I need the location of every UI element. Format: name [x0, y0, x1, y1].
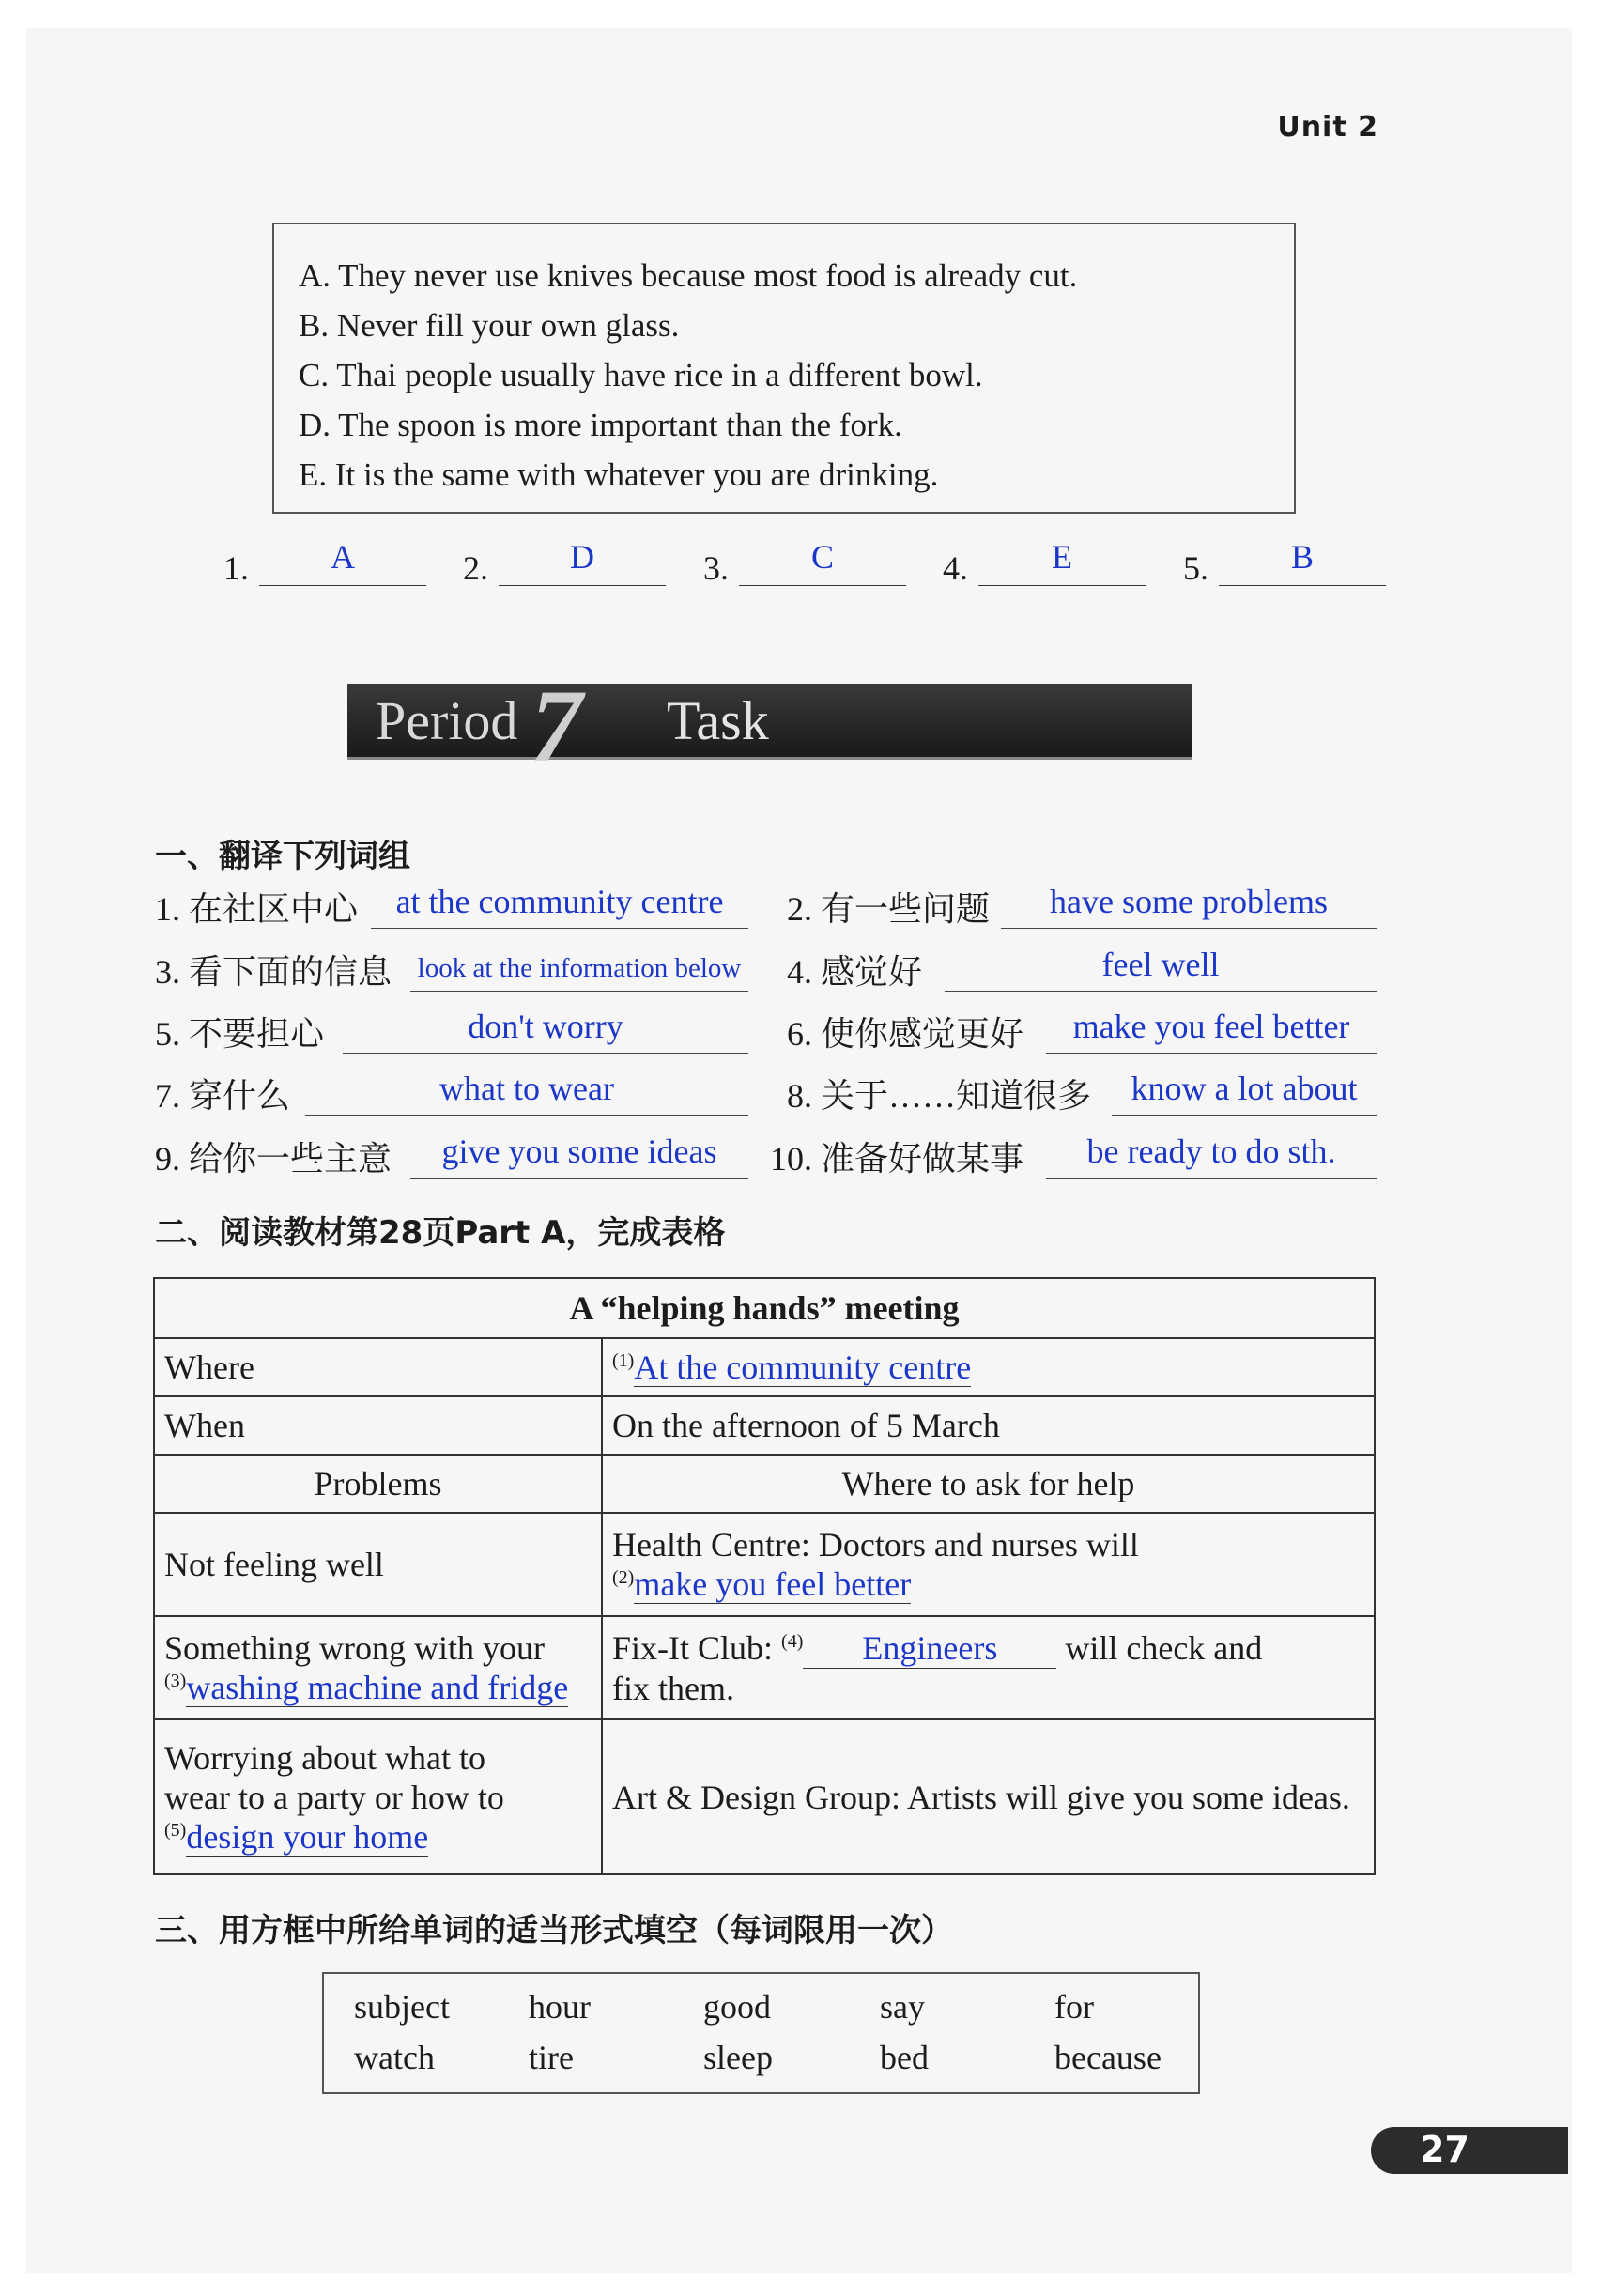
translation-label: 3. 看下面的信息: [155, 953, 392, 991]
helping-hands-table: [153, 1277, 1376, 1875]
translation-blank[interactable]: [945, 991, 1377, 992]
translation-blank[interactable]: [1046, 1178, 1377, 1179]
help-cell: [602, 1616, 1375, 1719]
when-label: When: [154, 1396, 602, 1455]
word: good: [703, 1988, 771, 2026]
word: for: [1054, 1988, 1094, 2026]
answer-blank[interactable]: [978, 585, 1146, 586]
translation-answer: look at the information below: [417, 953, 742, 983]
translation-answer: know a lot about: [1131, 1070, 1358, 1107]
answer-number: 5.: [1183, 549, 1208, 587]
help-text: Health Centre: Doctors and nurses will: [612, 1526, 1139, 1564]
word: say: [880, 1988, 925, 2026]
problem-answer[interactable]: design your home: [186, 1817, 429, 1856]
answer-value: B: [1290, 538, 1314, 576]
translation-answer: give you some ideas: [441, 1133, 717, 1170]
answer-value: A: [331, 538, 355, 576]
answer-item: [463, 526, 669, 593]
translation-blank[interactable]: [1046, 1053, 1377, 1054]
column-header-help: Where to ask for help: [602, 1455, 1375, 1513]
problem-answer[interactable]: washing machine and fridge: [186, 1669, 569, 1706]
where-cell: [602, 1338, 1375, 1396]
answer-number: 2.: [463, 549, 488, 587]
translation-item: [787, 941, 1378, 997]
period-banner: [347, 669, 1192, 783]
translation-blank[interactable]: [371, 928, 748, 929]
page-number: 27: [1420, 2129, 1469, 2170]
translation-blank[interactable]: [410, 1178, 748, 1179]
answer-blank[interactable]: [739, 585, 906, 586]
table-title: A “helping hands” meeting: [154, 1278, 1375, 1338]
translation-item: [155, 878, 751, 934]
help-text: will check and: [1065, 1628, 1263, 1667]
blank-number: (2): [612, 1567, 635, 1588]
column-header-problems: Problems: [154, 1455, 602, 1513]
blank-number: (1): [612, 1350, 635, 1371]
translation-answer: at the community centre: [395, 883, 724, 920]
answer-item: [703, 526, 910, 593]
translation-answer: be ready to do sth.: [1086, 1133, 1336, 1170]
problem-text: wear to a party or how to: [164, 1778, 504, 1816]
answer-item: [1183, 526, 1390, 593]
translation-blank[interactable]: [343, 1053, 748, 1054]
period-number: 7: [531, 669, 582, 783]
problem-text: Worrying about what to: [164, 1738, 486, 1777]
where-label: Where: [154, 1338, 602, 1396]
translation-item: [787, 1065, 1378, 1121]
translation-label: 7. 穿什么: [155, 1077, 291, 1115]
translation-item: [787, 878, 1378, 934]
page-number-tab: [1371, 2127, 1568, 2174]
option-e: E. It is the same with whatever you are drinking.: [299, 456, 939, 493]
translation-answer: what to wear: [439, 1070, 614, 1107]
translation-label: 6. 使你感觉更好: [787, 1015, 1024, 1053]
help-cell: [602, 1513, 1375, 1616]
help-text: fix them.: [612, 1669, 734, 1707]
translation-item: [155, 1128, 751, 1184]
period-task: Task: [667, 690, 769, 751]
where-answer[interactable]: At the community centre: [634, 1348, 972, 1386]
blank-number: (3): [164, 1671, 187, 1691]
answer-value: C: [810, 538, 834, 576]
answer-blank[interactable]: [1219, 585, 1386, 586]
translation-label: 1. 在社区中心: [155, 890, 359, 928]
translation-item: [155, 1003, 751, 1059]
word: watch: [354, 2039, 435, 2076]
problem-cell: [154, 1719, 602, 1874]
translation-blank[interactable]: [410, 991, 748, 992]
problem-cell: [154, 1616, 602, 1719]
translation-label: 8. 关于……知道很多: [787, 1077, 1092, 1115]
translation-label: 5. 不要担心: [155, 1015, 325, 1053]
translation-answer: don't worry: [468, 1008, 623, 1045]
translation-label: 2. 有一些问题: [787, 890, 991, 928]
option-c: C. Thai people usually have rice in a different bowl.: [299, 357, 983, 393]
help-cell: Art & Design Group: Artists will give you some ideas.: [602, 1719, 1375, 1874]
period-label: Period: [376, 690, 518, 751]
blank-number: (4): [781, 1630, 804, 1652]
options-box: [272, 223, 1296, 514]
help-answer[interactable]: make you feel better: [634, 1565, 912, 1603]
translation-answer: have some problems: [1050, 883, 1328, 920]
translation-item: [155, 1065, 751, 1121]
translation-answer: feel well: [1101, 946, 1220, 983]
word: subject: [354, 1988, 450, 2026]
answer-value: D: [570, 538, 594, 576]
word: hour: [529, 1988, 591, 2026]
answer-blank[interactable]: [499, 585, 666, 586]
section-3-title: 三、用方框中所给单词的适当形式填空（每词限用一次）: [155, 1912, 953, 1949]
word: tire: [529, 2039, 574, 2076]
section-2-title: 二、阅读教材第28页Part A，完成表格: [155, 1214, 726, 1252]
translation-label: 9. 给你一些主意: [155, 1140, 392, 1178]
answer-number: 3.: [703, 549, 729, 587]
option-b: B. Never fill your own glass.: [299, 307, 680, 344]
translation-blank[interactable]: [1001, 928, 1377, 929]
word-box: [322, 1972, 1200, 2094]
translation-item: [155, 941, 751, 997]
unit-header: Unit 2: [1277, 111, 1378, 144]
problem-cell: Not feeling well: [154, 1513, 602, 1616]
option-a: A. They never use knives because most food is already cut.: [299, 257, 1078, 294]
answer-item: [943, 526, 1149, 593]
blank-number: (5): [164, 1819, 187, 1841]
when-value: On the afternoon of 5 March: [602, 1396, 1375, 1455]
translation-label: 10. 准备好做某事: [770, 1140, 1024, 1178]
translation-answer: make you feel better: [1072, 1008, 1350, 1045]
answer-number: 1.: [223, 549, 249, 587]
translation-item: [787, 1003, 1378, 1059]
answer-value: E: [1052, 538, 1072, 576]
word: bed: [880, 2039, 929, 2076]
word: sleep: [703, 2039, 773, 2076]
answer-item: [223, 526, 430, 593]
help-text: Fix-It Club:: [612, 1628, 774, 1667]
translation-blank[interactable]: [1112, 1115, 1377, 1116]
help-answer[interactable]: Engineers: [803, 1628, 1056, 1669]
translation-label: 4. 感觉好: [787, 953, 923, 991]
option-d: D. The spoon is more important than the fork.: [299, 407, 902, 443]
translation-item: [770, 1128, 1378, 1184]
answer-blank[interactable]: [259, 585, 426, 586]
problem-text: Something wrong with your: [164, 1629, 545, 1667]
word: because: [1054, 2039, 1162, 2076]
translation-blank[interactable]: [305, 1115, 748, 1116]
section-1-title: 一、翻译下列词组: [155, 838, 410, 875]
answer-number: 4.: [943, 549, 968, 587]
